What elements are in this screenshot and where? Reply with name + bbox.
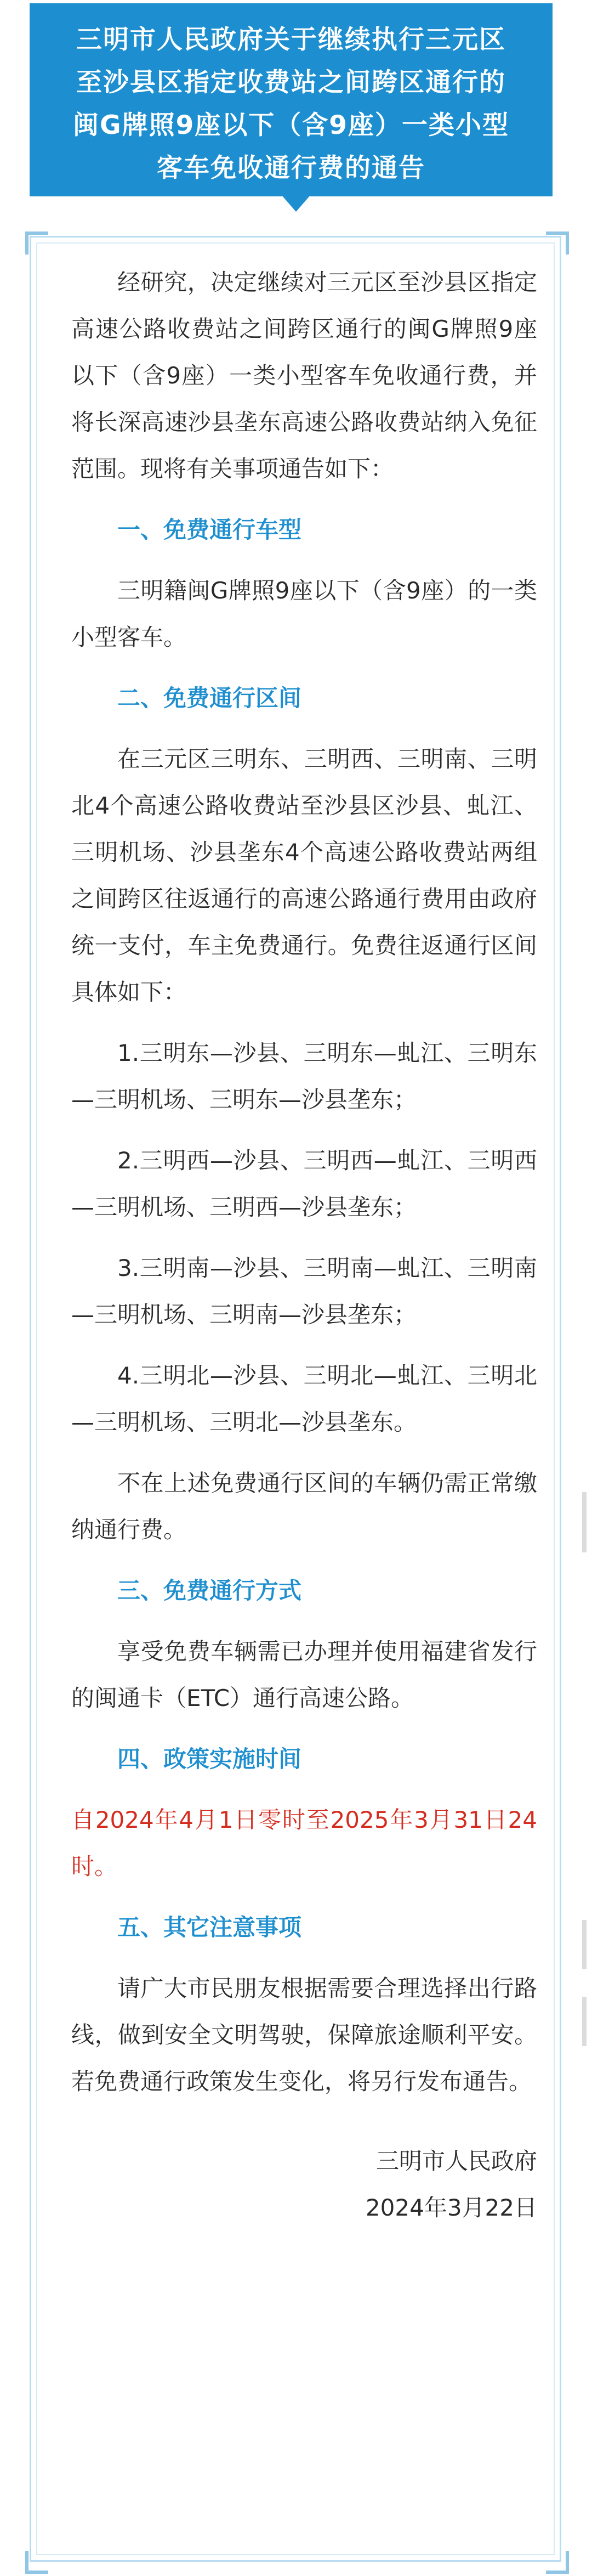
section-paragraph: 享受免费车辆需已办理并使用福建省发行的闽通卡（ETC）通行高速公路。 [71, 1638, 537, 1711]
notice-body [71, 259, 537, 2231]
intro-paragraph: 经研究，决定继续对三元区至沙县区指定高速公路收费站之间跨区通行的闽G牌照9座以下（含9座）一类小型客车免收通行费，并将长深高速沙县垄东高速公路收费站纳入免征范围。现将有关事项通告如下： [71, 269, 537, 482]
title-line: 三明市人民政府关于继续执行三元区 [76, 25, 506, 55]
section-heading: 一、免费通行车型 [117, 516, 302, 543]
edge-scroll-mark [582, 1997, 587, 2046]
signature-block [71, 2138, 537, 2231]
title-line: 闽G牌照9座以下（含9座）一类小型 [73, 110, 509, 140]
signature-date: 2024年3月22日 [365, 2194, 537, 2221]
section-heading: 四、政策实施时间 [117, 1745, 302, 1772]
section-paragraph: 三明籍闽G牌照9座以下（含9座）的一类小型客车。 [71, 577, 537, 651]
edge-scroll-mark [582, 1492, 587, 1552]
section-paragraph: 在三元区三明东、三明西、三明南、三明北4个高速公路收费站至沙县区沙县、虬江、三明机场、沙县垄东4个高速公路收费站两组之间跨区往返通行的高速公路通行费用由政府统一支付，车主免费通行。免费往返通行区间具体如下： [71, 745, 537, 1005]
frame-corner-top-left [25, 231, 48, 255]
title-line: 至沙县区指定收费站之间跨区通行的 [76, 67, 506, 98]
signature-org: 三明市人民政府 [375, 2148, 537, 2174]
notice-title-banner [30, 3, 553, 196]
route-item: 3.三明南—沙县、三明南—虬江、三明南—三明机场、三明南—沙县垄东； [71, 1255, 537, 1328]
frame-corner-bottom-right [546, 2551, 569, 2574]
section-paragraph: 请广大市民朋友根据需要合理选择出行路线，做到安全文明驾驶，保障旅途顺利平安。若免费通行政策发生变化，将另行发布通告。 [71, 1975, 537, 2095]
route-item: 4.三明北—沙县、三明北—虬江、三明北—三明机场、三明北—沙县垄东。 [71, 1362, 537, 1436]
section-heading: 二、免费通行区间 [117, 685, 302, 711]
frame-corner-bottom-left [25, 2551, 48, 2574]
section-heading: 三、免费通行方式 [117, 1577, 302, 1604]
route-item: 2.三明西—沙县、三明西—虬江、三明西—三明机场、三明西—沙县垄东； [71, 1147, 537, 1221]
title-pointer-arrow [282, 195, 310, 212]
route-item: 1.三明东—沙县、三明东—虬江、三明东—三明机场、三明东—沙县垄东； [71, 1040, 537, 1113]
frame-corner-top-right [546, 231, 569, 255]
section-heading: 五、其它注意事项 [117, 1914, 302, 1941]
title-line: 客车免收通行费的通告 [157, 153, 425, 183]
edge-scroll-mark [582, 1920, 587, 1969]
policy-period: 自2024年4月1日零时至2025年3月31日24时。 [71, 1806, 537, 1880]
section-note: 不在上述免费通行区间的车辆仍需正常缴纳通行费。 [71, 1470, 537, 1543]
